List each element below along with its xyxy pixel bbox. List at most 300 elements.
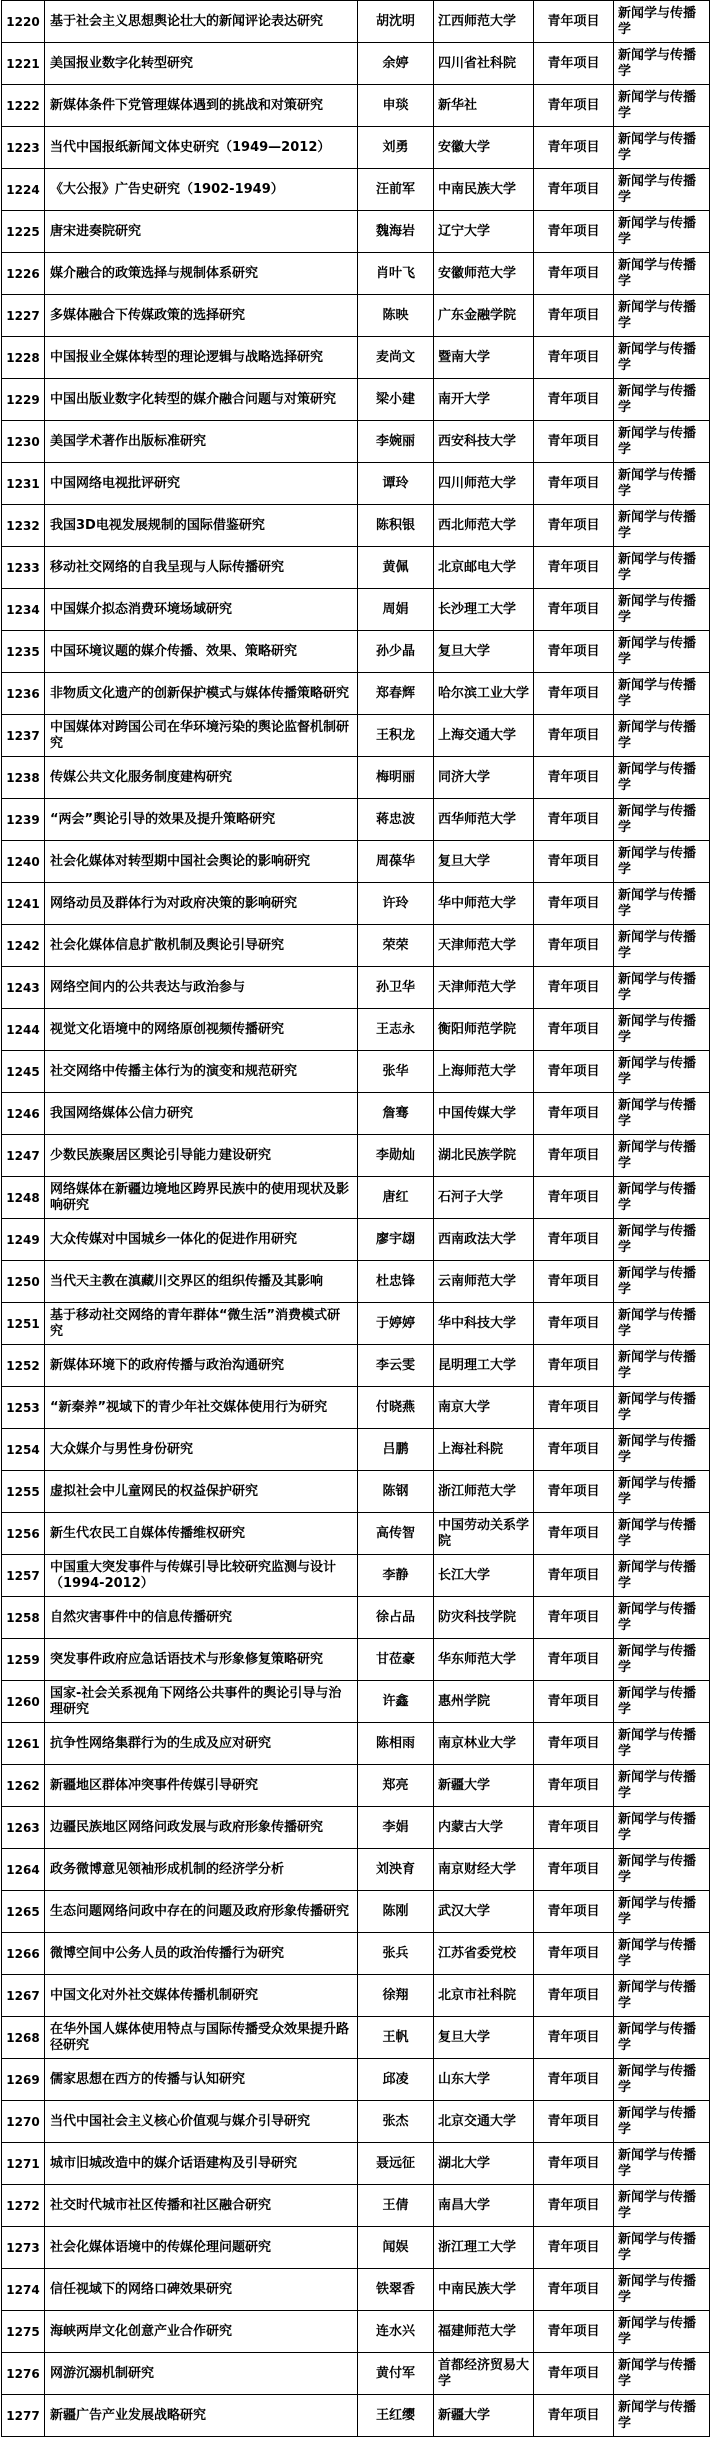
institution: 浙江理工大学 (434, 2227, 534, 2269)
project-type: 青年项目 (534, 1219, 614, 1261)
project-title: 国家-社会关系视角下网络公共事件的舆论引导与治理研究 (45, 1681, 358, 1723)
discipline: 新闻学与传播学 (614, 2269, 710, 2311)
discipline: 新闻学与传播学 (614, 1051, 710, 1093)
row-number: 1273 (2, 2227, 45, 2269)
project-title: “新秦养”视域下的青少年社交媒体使用行为研究 (45, 1387, 358, 1429)
row-number: 1269 (2, 2059, 45, 2101)
institution: 新华社 (434, 85, 534, 127)
row-number: 1255 (2, 1471, 45, 1513)
row-number: 1247 (2, 1135, 45, 1177)
project-type: 青年项目 (534, 211, 614, 253)
table-row (2, 799, 710, 841)
project-type: 青年项目 (534, 673, 614, 715)
row-number: 1248 (2, 1177, 45, 1219)
institution: 安徽大学 (434, 127, 534, 169)
table-row (2, 631, 710, 673)
project-type: 青年项目 (534, 2311, 614, 2353)
investigator-name: 荣荣 (358, 925, 434, 967)
table-row (2, 1471, 710, 1513)
discipline: 新闻学与传播学 (614, 1177, 710, 1219)
row-number: 1240 (2, 841, 45, 883)
project-title: 基于社会主义思想舆论壮大的新闻评论表达研究 (45, 1, 358, 43)
discipline: 新闻学与传播学 (614, 2017, 710, 2059)
row-number: 1228 (2, 337, 45, 379)
row-number: 1224 (2, 169, 45, 211)
investigator-name: 陈相雨 (358, 1723, 434, 1765)
row-number: 1220 (2, 1, 45, 43)
project-title: 中国重大突发事件与传媒引导比较研究监测与设计（1994-2012） (45, 1555, 358, 1597)
institution: 南京大学 (434, 1387, 534, 1429)
investigator-name: 蒋忠波 (358, 799, 434, 841)
project-title: 突发事件政府应急话语技术与形象修复策略研究 (45, 1639, 358, 1681)
discipline: 新闻学与传播学 (614, 1681, 710, 1723)
project-title: 非物质文化遗产的创新保护模式与媒体传播策略研究 (45, 673, 358, 715)
project-title: “两会”舆论引导的效果及提升策略研究 (45, 799, 358, 841)
project-title: 中国文化对外社交媒体传播机制研究 (45, 1975, 358, 2017)
project-title: 当代天主教在滇藏川交界区的组织传播及其影响 (45, 1261, 358, 1303)
institution: 天津师范大学 (434, 967, 534, 1009)
institution: 中南民族大学 (434, 169, 534, 211)
discipline: 新闻学与传播学 (614, 883, 710, 925)
institution: 江西师范大学 (434, 1, 534, 43)
institution: 江苏省委党校 (434, 1933, 534, 1975)
project-type: 青年项目 (534, 2227, 614, 2269)
project-type: 青年项目 (534, 1051, 614, 1093)
institution: 哈尔滨工业大学 (434, 673, 534, 715)
row-number: 1227 (2, 295, 45, 337)
investigator-name: 张兵 (358, 1933, 434, 1975)
project-type: 青年项目 (534, 1471, 614, 1513)
project-title: 我国3D电视发展规制的国际借鉴研究 (45, 505, 358, 547)
table-row (2, 883, 710, 925)
table-row (2, 2185, 710, 2227)
project-title: 在华外国人媒体使用特点与国际传播受众效果提升路径研究 (45, 2017, 358, 2059)
row-number: 1236 (2, 673, 45, 715)
institution: 防灾科技学院 (434, 1597, 534, 1639)
discipline: 新闻学与传播学 (614, 547, 710, 589)
discipline: 新闻学与传播学 (614, 925, 710, 967)
institution: 华中科技大学 (434, 1303, 534, 1345)
project-type: 青年项目 (534, 43, 614, 85)
discipline: 新闻学与传播学 (614, 169, 710, 211)
project-type: 青年项目 (534, 547, 614, 589)
table-row (2, 1303, 710, 1345)
project-title: 传媒公共文化服务制度建构研究 (45, 757, 358, 799)
discipline: 新闻学与传播学 (614, 1093, 710, 1135)
table-row (2, 1891, 710, 1933)
row-number: 1258 (2, 1597, 45, 1639)
row-number: 1253 (2, 1387, 45, 1429)
table-row (2, 169, 710, 211)
table-row (2, 1345, 710, 1387)
project-title: 自然灾害事件中的信息传播研究 (45, 1597, 358, 1639)
project-type: 青年项目 (534, 631, 614, 673)
institution: 西华师范大学 (434, 799, 534, 841)
project-title: 中国媒介拟态消费环境场域研究 (45, 589, 358, 631)
project-type: 青年项目 (534, 2353, 614, 2395)
project-type: 青年项目 (534, 1723, 614, 1765)
investigator-name: 李婉丽 (358, 421, 434, 463)
table-row (2, 505, 710, 547)
discipline: 新闻学与传播学 (614, 295, 710, 337)
investigator-name: 廖宇翃 (358, 1219, 434, 1261)
institution: 南开大学 (434, 379, 534, 421)
project-title: 新媒体环境下的政府传播与政治沟通研究 (45, 1345, 358, 1387)
investigator-name: 闻娱 (358, 2227, 434, 2269)
discipline: 新闻学与传播学 (614, 1597, 710, 1639)
project-title: 政务微博意见领袖形成机制的经济学分析 (45, 1849, 358, 1891)
discipline: 新闻学与传播学 (614, 799, 710, 841)
table-row (2, 1219, 710, 1261)
institution: 复旦大学 (434, 841, 534, 883)
row-number: 1254 (2, 1429, 45, 1471)
investigator-name: 聂远征 (358, 2143, 434, 2185)
row-number: 1261 (2, 1723, 45, 1765)
discipline: 新闻学与传播学 (614, 1261, 710, 1303)
table-row (2, 253, 710, 295)
row-number: 1238 (2, 757, 45, 799)
institution: 北京交通大学 (434, 2101, 534, 2143)
project-type: 青年项目 (534, 1345, 614, 1387)
row-number: 1276 (2, 2353, 45, 2395)
project-type: 青年项目 (534, 883, 614, 925)
project-type: 青年项目 (534, 1387, 614, 1429)
discipline: 新闻学与传播学 (614, 631, 710, 673)
investigator-name: 李静 (358, 1555, 434, 1597)
institution: 长沙理工大学 (434, 589, 534, 631)
project-title: 边疆民族地区网络问政发展与政府形象传播研究 (45, 1807, 358, 1849)
investigator-name: 陈积银 (358, 505, 434, 547)
institution: 长江大学 (434, 1555, 534, 1597)
project-title: 美国报业数字化转型研究 (45, 43, 358, 85)
investigator-name: 吕鹏 (358, 1429, 434, 1471)
investigator-name: 陈钢 (358, 1471, 434, 1513)
project-type: 青年项目 (534, 169, 614, 211)
investigator-name: 周娟 (358, 589, 434, 631)
investigator-name: 高传智 (358, 1513, 434, 1555)
discipline: 新闻学与传播学 (614, 1807, 710, 1849)
project-title: 少数民族聚居区舆论引导能力建设研究 (45, 1135, 358, 1177)
row-number: 1246 (2, 1093, 45, 1135)
discipline: 新闻学与传播学 (614, 463, 710, 505)
row-number: 1267 (2, 1975, 45, 2017)
investigator-name: 邱凌 (358, 2059, 434, 2101)
project-title: 社交时代城市社区传播和社区融合研究 (45, 2185, 358, 2227)
investigator-name: 麦尚文 (358, 337, 434, 379)
investigator-name: 梁小建 (358, 379, 434, 421)
project-title: 社交网络中传播主体行为的演变和规范研究 (45, 1051, 358, 1093)
row-number: 1231 (2, 463, 45, 505)
project-type: 青年项目 (534, 1555, 614, 1597)
institution: 四川省社科院 (434, 43, 534, 85)
discipline: 新闻学与传播学 (614, 673, 710, 715)
project-type: 青年项目 (534, 1093, 614, 1135)
row-number: 1225 (2, 211, 45, 253)
row-number: 1257 (2, 1555, 45, 1597)
investigator-name: 胡沈明 (358, 1, 434, 43)
project-title: 中国报业全媒体转型的理论逻辑与战略选择研究 (45, 337, 358, 379)
project-type: 青年项目 (534, 85, 614, 127)
row-number: 1263 (2, 1807, 45, 1849)
table-row (2, 337, 710, 379)
institution: 北京邮电大学 (434, 547, 534, 589)
project-type: 青年项目 (534, 379, 614, 421)
investigator-name: 杜忠锋 (358, 1261, 434, 1303)
investigator-name: 余婷 (358, 43, 434, 85)
institution: 新疆大学 (434, 2395, 534, 2437)
project-type: 青年项目 (534, 841, 614, 883)
investigator-name: 张杰 (358, 2101, 434, 2143)
investigator-name: 黄佩 (358, 547, 434, 589)
table-row (2, 2143, 710, 2185)
discipline: 新闻学与传播学 (614, 253, 710, 295)
project-title: 中国网络电视批评研究 (45, 463, 358, 505)
investigator-name: 李娟 (358, 1807, 434, 1849)
discipline: 新闻学与传播学 (614, 85, 710, 127)
table-row (2, 2101, 710, 2143)
project-title: 大众媒介与男性身份研究 (45, 1429, 358, 1471)
table-row (2, 757, 710, 799)
institution: 上海社科院 (434, 1429, 534, 1471)
table-row (2, 547, 710, 589)
project-type: 青年项目 (534, 1681, 614, 1723)
discipline: 新闻学与传播学 (614, 1555, 710, 1597)
row-number: 1275 (2, 2311, 45, 2353)
institution: 天津师范大学 (434, 925, 534, 967)
table-row (2, 589, 710, 631)
project-title: 移动社交网络的自我呈现与人际传播研究 (45, 547, 358, 589)
project-title: 美国学术著作出版标准研究 (45, 421, 358, 463)
institution: 惠州学院 (434, 1681, 534, 1723)
row-number: 1242 (2, 925, 45, 967)
project-title: 生态问题网络问政中存在的问题及政府形象传播研究 (45, 1891, 358, 1933)
institution: 北京市社科院 (434, 1975, 534, 2017)
table-row (2, 967, 710, 1009)
table-row (2, 1093, 710, 1135)
project-title: 城市旧城改造中的媒介话语建构及引导研究 (45, 2143, 358, 2185)
discipline: 新闻学与传播学 (614, 2311, 710, 2353)
investigator-name: 徐翔 (358, 1975, 434, 2017)
institution: 四川师范大学 (434, 463, 534, 505)
discipline: 新闻学与传播学 (614, 1765, 710, 1807)
institution: 衡阳师范学院 (434, 1009, 534, 1051)
discipline: 新闻学与传播学 (614, 379, 710, 421)
table-row (2, 1849, 710, 1891)
investigator-name: 黄付军 (358, 2353, 434, 2395)
discipline: 新闻学与传播学 (614, 757, 710, 799)
table-row (2, 295, 710, 337)
row-number: 1264 (2, 1849, 45, 1891)
investigator-name: 郑亮 (358, 1765, 434, 1807)
project-type: 青年项目 (534, 295, 614, 337)
table-row (2, 1051, 710, 1093)
investigator-name: 陈映 (358, 295, 434, 337)
row-number: 1243 (2, 967, 45, 1009)
row-number: 1230 (2, 421, 45, 463)
investigator-name: 孙卫华 (358, 967, 434, 1009)
discipline: 新闻学与传播学 (614, 1303, 710, 1345)
project-type: 青年项目 (534, 1, 614, 43)
investigator-name: 谭玲 (358, 463, 434, 505)
discipline: 新闻学与传播学 (614, 1891, 710, 1933)
institution: 广东金融学院 (434, 295, 534, 337)
investigator-name: 孙少晶 (358, 631, 434, 673)
table-row (2, 1177, 710, 1219)
project-title: 社会化媒体语境中的传媒伦理问题研究 (45, 2227, 358, 2269)
table-row (2, 127, 710, 169)
project-type: 青年项目 (534, 1177, 614, 1219)
institution: 中国传媒大学 (434, 1093, 534, 1135)
row-number: 1265 (2, 1891, 45, 1933)
row-number: 1235 (2, 631, 45, 673)
project-type: 青年项目 (534, 1135, 614, 1177)
project-title: 基于移动社交网络的青年群体“微生活”消费模式研究 (45, 1303, 358, 1345)
table-row (2, 1639, 710, 1681)
project-type: 青年项目 (534, 2185, 614, 2227)
project-title: 中国出版业数字化转型的媒介融合问题与对策研究 (45, 379, 358, 421)
discipline: 新闻学与传播学 (614, 505, 710, 547)
investigator-name: 李勋灿 (358, 1135, 434, 1177)
investigator-name: 许玲 (358, 883, 434, 925)
discipline: 新闻学与传播学 (614, 1639, 710, 1681)
project-title: 大众传媒对中国城乡一体化的促进作用研究 (45, 1219, 358, 1261)
investigator-name: 郑春辉 (358, 673, 434, 715)
project-type: 青年项目 (534, 967, 614, 1009)
table-row (2, 2059, 710, 2101)
table-row (2, 2353, 710, 2395)
institution: 山东大学 (434, 2059, 534, 2101)
discipline: 新闻学与传播学 (614, 1471, 710, 1513)
discipline: 新闻学与传播学 (614, 1975, 710, 2017)
table-row (2, 1933, 710, 1975)
institution: 云南师范大学 (434, 1261, 534, 1303)
institution: 南京林业大学 (434, 1723, 534, 1765)
project-type: 青年项目 (534, 1009, 614, 1051)
discipline: 新闻学与传播学 (614, 43, 710, 85)
table-row (2, 1555, 710, 1597)
row-number: 1260 (2, 1681, 45, 1723)
investigator-name: 张华 (358, 1051, 434, 1093)
discipline: 新闻学与传播学 (614, 589, 710, 631)
investigator-name: 王倩 (358, 2185, 434, 2227)
row-number: 1251 (2, 1303, 45, 1345)
project-title: 唐宋进奏院研究 (45, 211, 358, 253)
investigator-name: 于婷婷 (358, 1303, 434, 1345)
row-number: 1271 (2, 2143, 45, 2185)
project-title: 多媒体融合下传媒政策的选择研究 (45, 295, 358, 337)
institution: 西安科技大学 (434, 421, 534, 463)
institution: 暨南大学 (434, 337, 534, 379)
discipline: 新闻学与传播学 (614, 841, 710, 883)
project-type: 青年项目 (534, 127, 614, 169)
row-number: 1232 (2, 505, 45, 547)
investigator-name: 刘勇 (358, 127, 434, 169)
table-row (2, 1513, 710, 1555)
table-row (2, 715, 710, 757)
project-type: 青年项目 (534, 505, 614, 547)
project-type: 青年项目 (534, 421, 614, 463)
project-type: 青年项目 (534, 463, 614, 505)
institution: 中南民族大学 (434, 2269, 534, 2311)
institution: 南昌大学 (434, 2185, 534, 2227)
discipline: 新闻学与传播学 (614, 1513, 710, 1555)
row-number: 1237 (2, 715, 45, 757)
table-row (2, 1135, 710, 1177)
project-title: 虚拟社会中儿童网民的权益保护研究 (45, 1471, 358, 1513)
project-type: 青年项目 (534, 1597, 614, 1639)
institution: 中国劳动关系学院 (434, 1513, 534, 1555)
investigator-name: 梅明丽 (358, 757, 434, 799)
institution: 西北师范大学 (434, 505, 534, 547)
institution: 福建师范大学 (434, 2311, 534, 2353)
discipline: 新闻学与传播学 (614, 2227, 710, 2269)
table-row (2, 1597, 710, 1639)
discipline: 新闻学与传播学 (614, 1135, 710, 1177)
row-number: 1233 (2, 547, 45, 589)
row-number: 1229 (2, 379, 45, 421)
institution: 复旦大学 (434, 2017, 534, 2059)
institution: 石河子大学 (434, 1177, 534, 1219)
table-row (2, 1, 710, 43)
project-type: 青年项目 (534, 1303, 614, 1345)
row-number: 1249 (2, 1219, 45, 1261)
project-type: 青年项目 (534, 1765, 614, 1807)
institution: 华中师范大学 (434, 883, 534, 925)
investigator-name: 陈刚 (358, 1891, 434, 1933)
project-title: 信任视域下的网络口碑效果研究 (45, 2269, 358, 2311)
row-number: 1266 (2, 1933, 45, 1975)
project-title: 新生代农民工自媒体传播维权研究 (45, 1513, 358, 1555)
investigator-name: 许鑫 (358, 1681, 434, 1723)
discipline: 新闻学与传播学 (614, 1849, 710, 1891)
discipline: 新闻学与传播学 (614, 715, 710, 757)
discipline: 新闻学与传播学 (614, 1387, 710, 1429)
discipline: 新闻学与传播学 (614, 127, 710, 169)
investigator-name: 王红缨 (358, 2395, 434, 2437)
project-title: 新疆广告产业发展战略研究 (45, 2395, 358, 2437)
row-number: 1256 (2, 1513, 45, 1555)
project-title: 网络空间内的公共表达与政治参与 (45, 967, 358, 1009)
investigator-name: 王志永 (358, 1009, 434, 1051)
table-row (2, 421, 710, 463)
project-type: 青年项目 (534, 757, 614, 799)
institution: 湖北大学 (434, 2143, 534, 2185)
row-number: 1245 (2, 1051, 45, 1093)
discipline: 新闻学与传播学 (614, 2353, 710, 2395)
table-row (2, 2395, 710, 2437)
table-row (2, 2017, 710, 2059)
table-row (2, 1975, 710, 2017)
row-number: 1226 (2, 253, 45, 295)
table-row (2, 2311, 710, 2353)
row-number: 1234 (2, 589, 45, 631)
table-row (2, 673, 710, 715)
institution: 昆明理工大学 (434, 1345, 534, 1387)
project-type: 青年项目 (534, 1807, 614, 1849)
project-type: 青年项目 (534, 1429, 614, 1471)
table-row (2, 841, 710, 883)
row-number: 1222 (2, 85, 45, 127)
project-title: 海峡两岸文化创意产业合作研究 (45, 2311, 358, 2353)
discipline: 新闻学与传播学 (614, 1345, 710, 1387)
project-title: 中国环境议题的媒介传播、效果、策略研究 (45, 631, 358, 673)
project-type: 青年项目 (534, 253, 614, 295)
investigator-name: 徐占品 (358, 1597, 434, 1639)
project-type: 青年项目 (534, 1975, 614, 2017)
table-row (2, 925, 710, 967)
table-row (2, 1681, 710, 1723)
project-type: 青年项目 (534, 2059, 614, 2101)
